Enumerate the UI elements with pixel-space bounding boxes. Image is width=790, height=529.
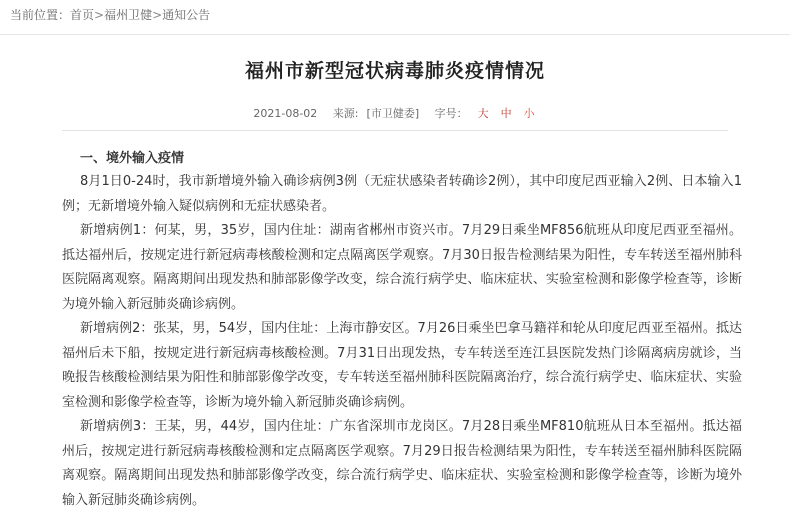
meta-divider <box>62 130 728 131</box>
breadcrumb-separator: > <box>152 8 163 22</box>
article-content <box>62 148 742 513</box>
breadcrumb-home-link[interactable]: 首页 <box>70 8 95 22</box>
source-info <box>329 107 423 120</box>
article-meta <box>0 105 790 121</box>
breadcrumb-notice-link[interactable]: 通知公告 <box>162 8 211 22</box>
article-title: 福州市新型冠状病毒肺炎疫情情况 <box>244 60 545 82</box>
paragraph-case-2: 新增病例2：张某，男，54岁，国内住址：上海市静安区。7月26日乘坐巴拿马籍祥和轮从印度尼西亚至福州。抵达福州后未下船，按规定进行新冠病毒核酸检测。7月31日出现发热，专车转送至连江县医院发热门诊隔离病房就诊，当晚报告核酸检测结果为阳性和肺部影像学改变，专车转送至福州肺科医院隔离治疗，综合流行病学史、临床症状、实验室检测和影像学检查等，诊断为境外输入新冠肺炎确诊病例。 <box>62 321 742 410</box>
font-size-small-button[interactable]: 小 <box>523 107 535 120</box>
font-size-label: 字号： <box>434 107 468 120</box>
paragraph-case-1: 新增病例1：何某，男，35岁，国内住址：湖南省郴州市资兴市。7月29日乘坐MF856航班从印度尼西亚至福州。抵达福州后，按规定进行新冠病毒核酸检测和定点隔离医学观察。7月30日报告检测结果为阳性，专车转送至福州肺科医院隔离观察。隔离期间出现发热和肺部影像学改变，综合流行病学史、临床症状、实验室检测和影像学检查等，诊断为境外输入新冠肺炎确诊病例。 <box>62 223 742 312</box>
font-size-large-button[interactable]: 大 <box>477 107 489 120</box>
breadcrumb-separator: > <box>94 8 105 22</box>
breadcrumb <box>10 6 210 23</box>
source-value: [市卫健委] <box>366 107 420 120</box>
header-divider <box>0 34 790 35</box>
section-heading: 一、境外输入疫情 <box>80 151 185 166</box>
font-size-medium-button[interactable]: 中 <box>500 107 512 120</box>
publish-date: 2021-08-02 <box>253 107 318 120</box>
breadcrumb-prefix: 当前位置： <box>10 8 71 22</box>
breadcrumb-fzwj-link[interactable]: 福州卫健 <box>104 8 153 22</box>
paragraph-summary: 8月1日0-24时，我市新增境外输入确诊病例3例（无症状感染者转确诊2例），其中印度尼西亚输入2例、日本输入1例；无新增境外输入疑似病例和无症状感染者。 <box>62 174 742 214</box>
paragraph-case-3: 新增病例3：王某，男，44岁，国内住址：广东省深圳市龙岗区。7月28日乘坐MF810航班从日本至福州。抵达福州后，按规定进行新冠病毒核酸检测和定点隔离医学观察。7月29日报告检测结果为阳性，专车转送至福州肺科医院隔离观察。隔离期间出现发热和肺部影像学改变，综合流行病学史、临床症状、实验室检测和影像学检查等，诊断为境外输入新冠肺炎确诊病例。 <box>62 419 742 508</box>
source-label: 来源: <box>332 107 359 120</box>
